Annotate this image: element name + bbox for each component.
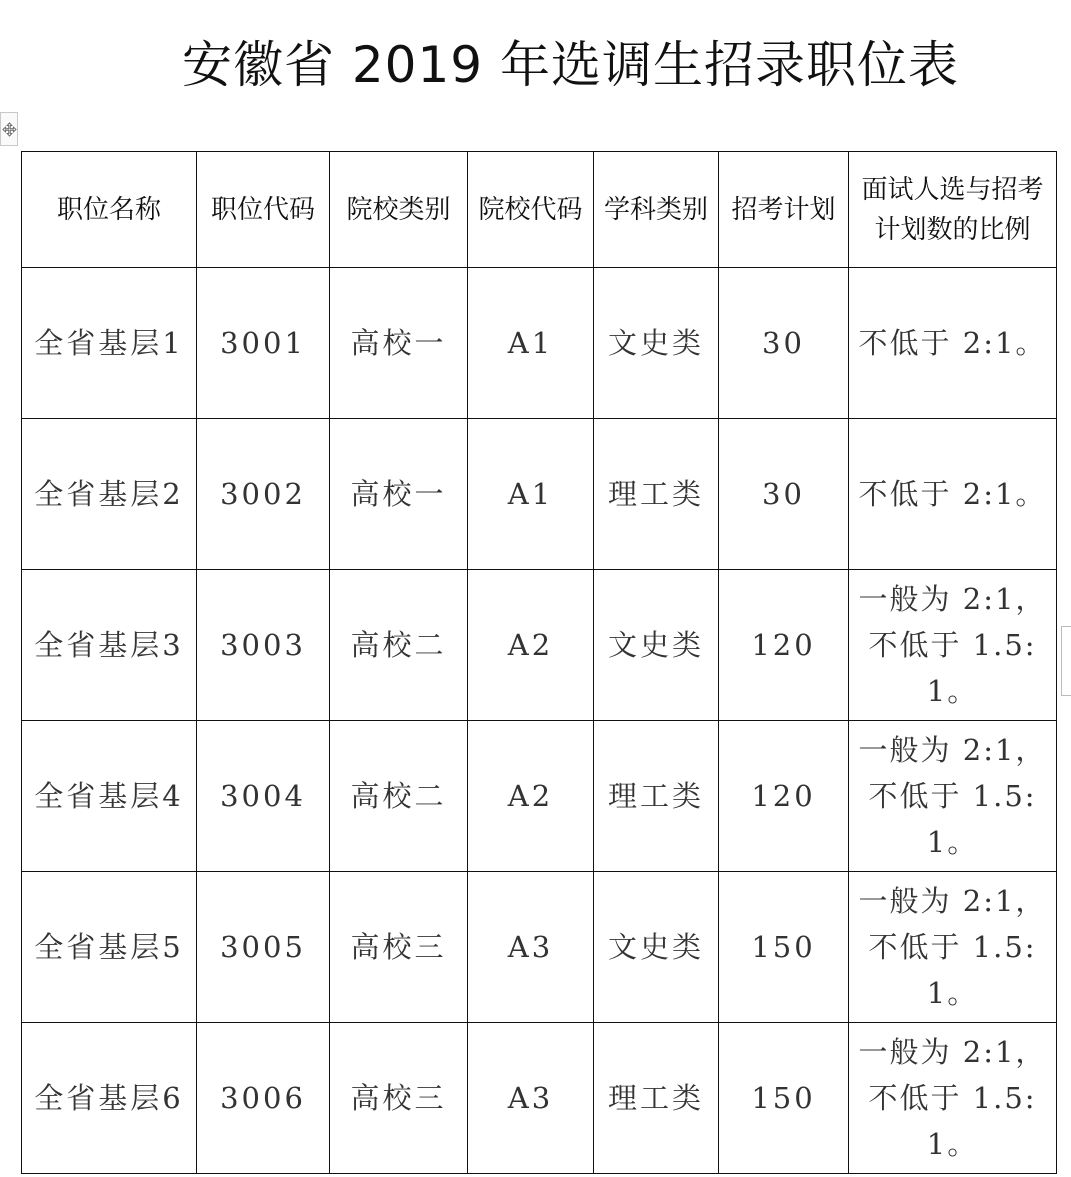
cell-recruitment-plan: 150 <box>719 872 849 1023</box>
header-recruitment-plan: 招考计划 <box>719 152 849 268</box>
cell-subject-category: 理工类 <box>594 419 719 570</box>
cell-position-code: 3001 <box>197 268 330 419</box>
cell-position-name: 全省基层2 <box>22 419 197 570</box>
header-subject-category: 学科类别 <box>594 152 719 268</box>
cell-school-category: 高校二 <box>330 721 468 872</box>
table-row <box>22 1023 1057 1174</box>
cell-recruitment-plan: 120 <box>719 721 849 872</box>
cell-school-category: 高校三 <box>330 872 468 1023</box>
table-row <box>22 721 1057 872</box>
cell-position-code: 3003 <box>197 570 330 721</box>
header-interview-ratio: 面试人选与招考计划数的比例 <box>849 152 1057 268</box>
table-row <box>22 570 1057 721</box>
cell-school-category: 高校一 <box>330 419 468 570</box>
cell-school-code: A2 <box>468 721 594 872</box>
cell-subject-category: 文史类 <box>594 872 719 1023</box>
cell-position-code: 3004 <box>197 721 330 872</box>
cell-school-code: A1 <box>468 268 594 419</box>
cell-recruitment-plan: 30 <box>719 268 849 419</box>
cell-subject-category: 理工类 <box>594 721 719 872</box>
cell-position-code: 3006 <box>197 1023 330 1174</box>
header-school-code: 院校代码 <box>468 152 594 268</box>
cell-school-code: A3 <box>468 1023 594 1174</box>
cell-school-code: A3 <box>468 872 594 1023</box>
table-row <box>22 268 1057 419</box>
cell-interview-ratio: 一般为 2:1，不低于 1.5:1。 <box>849 721 1057 872</box>
table-header-row <box>22 152 1057 268</box>
cell-position-name: 全省基层3 <box>22 570 197 721</box>
table-row <box>22 872 1057 1023</box>
cell-interview-ratio: 一般为 2:1，不低于 1.5:1。 <box>849 872 1057 1023</box>
document-title: 安徽省 2019 年选调生招录职位表 <box>181 36 960 94</box>
cell-interview-ratio: 不低于 2:1。 <box>849 268 1057 419</box>
cell-position-name: 全省基层4 <box>22 721 197 872</box>
cell-position-name: 全省基层5 <box>22 872 197 1023</box>
cell-recruitment-plan: 150 <box>719 1023 849 1174</box>
cell-interview-ratio: 一般为 2:1，不低于 1.5:1。 <box>849 570 1057 721</box>
cell-position-name: 全省基层6 <box>22 1023 197 1174</box>
table-row <box>22 419 1057 570</box>
page-edge-marker <box>1061 626 1071 696</box>
cell-school-code: A2 <box>468 570 594 721</box>
cell-interview-ratio: 不低于 2:1。 <box>849 419 1057 570</box>
cell-position-code: 3002 <box>197 419 330 570</box>
cell-school-category: 高校三 <box>330 1023 468 1174</box>
cell-recruitment-plan: 120 <box>719 570 849 721</box>
header-position-code: 职位代码 <box>197 152 330 268</box>
header-position-name: 职位名称 <box>22 152 197 268</box>
cell-subject-category: 理工类 <box>594 1023 719 1174</box>
cell-school-code: A1 <box>468 419 594 570</box>
cell-subject-category: 文史类 <box>594 268 719 419</box>
cell-school-category: 高校一 <box>330 268 468 419</box>
move-arrows-icon <box>2 122 17 137</box>
cell-school-category: 高校二 <box>330 570 468 721</box>
cell-recruitment-plan: 30 <box>719 419 849 570</box>
cell-position-name: 全省基层1 <box>22 268 197 419</box>
cell-subject-category: 文史类 <box>594 570 719 721</box>
positions-table <box>21 151 1057 1174</box>
cell-interview-ratio: 一般为 2:1，不低于 1.5:1。 <box>849 1023 1057 1174</box>
table-move-handle[interactable] <box>0 112 18 146</box>
header-school-category: 院校类别 <box>330 152 468 268</box>
cell-position-code: 3005 <box>197 872 330 1023</box>
